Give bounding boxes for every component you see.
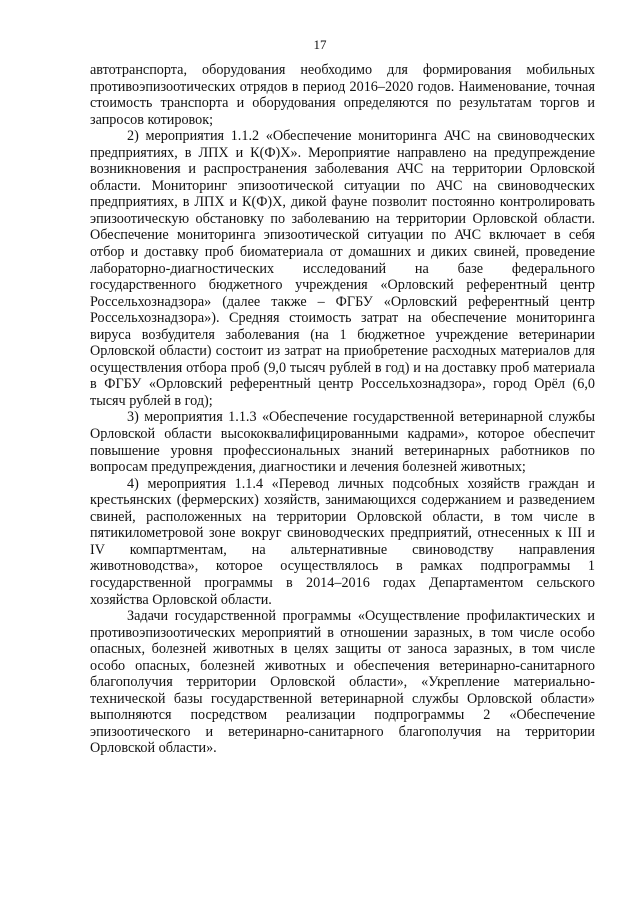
page-number: 17 xyxy=(313,37,327,52)
paragraph-measure-1-1-3: 3) мероприятия 1.1.3 «Обеспечение государственной ветеринарной службы Орловской области высококвалифицированными кадрами», которое обеспечит повышение уровня профессиональных знаний ветеринарных работников по вопросам предупреждения, диагностики и лечения болезней животных; xyxy=(90,409,595,476)
paragraph-measure-1-1-4: 4) мероприятия 1.1.4 «Перевод личных подсобных хозяйств граждан и крестьянских (фермерских) хозяйств, занимающихся содержанием и разведением свиней, расположенных на территории Орловской области, в том числе в пятикилометровой зоне вокруг свиноводческих предприятий, отнесенных к III и IV компартментам, на альтернативные свиноводству направления животноводства», которое осуществлялось в рамках подпрограммы 1 государственной программы в 2014–2016 годах Департаментом сельского хозяйства Орловской области. xyxy=(90,475,595,608)
paragraph-program-tasks: Задачи государственной программы «Осуществление профилактических и противоэпизоотических мероприятий в отношении заразных, в том числе особо опасных, болезней животных в целях защиты от заноса заразных, в том числе особо опасных, болезней животных и обеспечения ветеринарно-санитарного благополучия территории Орловской области», «Укрепление материально-технической базы государственной ветеринарной службы Орловской области» выполняются посредством реализации подпрограммы 2 «Обеспечение эпизоотического и ветеринарно-санитарного благополучия на территории Орловской области». xyxy=(90,608,595,757)
paragraph-transport-continuation: автотранспорта, оборудования необходимо для формирования мобильных противоэпизоотических отрядов в период 2016–2020 годов. Наименование, точная стоимость транспорта и оборудования определяются по результатам торгов и запросов котировок; xyxy=(90,62,595,128)
document-body xyxy=(90,62,595,757)
paragraph-measure-1-1-2: 2) мероприятия 1.1.2 «Обеспечение мониторинга АЧС на свиноводческих предприятиях, в ЛПХ и К(Ф)Х». Мероприятие направлено на предупреждение возникновения и распространения заболевания АЧС на территории Орловской области. Мониторинг эпизоотической ситуации по АЧС на свиноводческих предприятиях, в ЛПХ и К(Ф)Х, дикой фауне позволит постоянно контролировать эпизоотическую обстановку по заболеванию на территории Орловской области. Обеспечение мониторинга эпизоотической ситуации по АЧС включает в себя отбор и доставку проб биоматериала от домашних и диких свиней, проведение лабораторно-диагностических исследований на базе федерального государственного бюджетного учреждения «Орловский референтный центр Россельхознадзора» (далее также – ФГБУ «Орловский референтный центр Россельхознадзора»). Средняя стоимость затрат на обеспечение мониторинга вируса возбудителя заболевания (на 1 бюджетное учреждение ветеринарии Орловской области) состоит из затрат на приобретение расходных материалов для осуществления отбора проб (9,0 тысяч рублей в год) и на доставку проб материала в ФГБУ «Орловский референтный центр Россельхознадзора», город Орёл (6,0 тысяч рублей в год); xyxy=(90,128,595,409)
